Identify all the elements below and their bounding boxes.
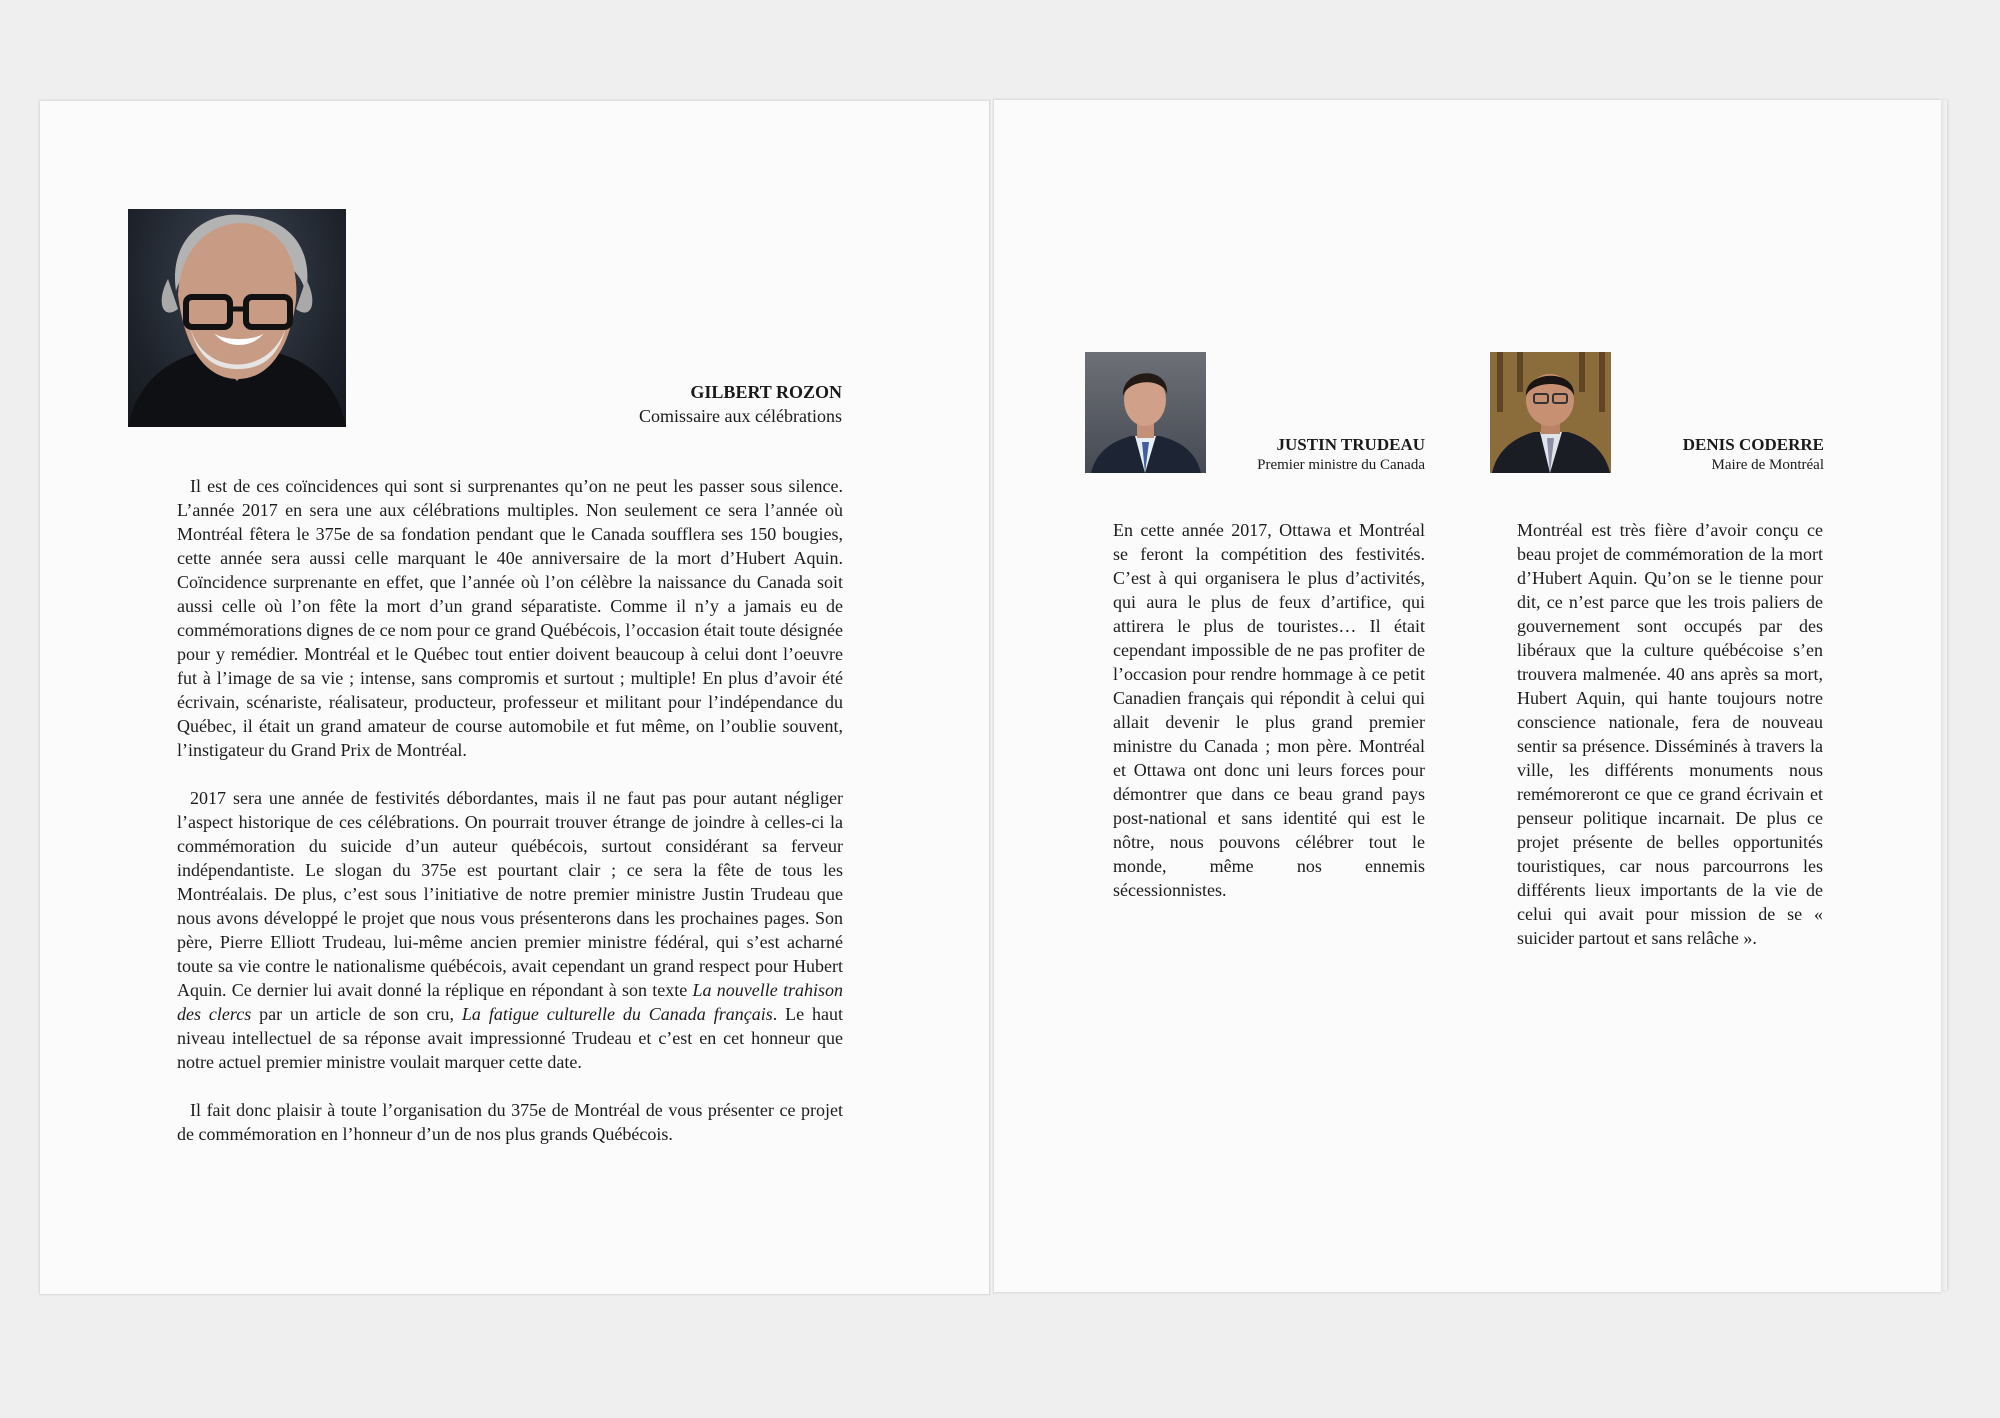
portrait-denis-coderre: [1490, 352, 1611, 473]
name-gilbert-rozon: GILBERT ROZON: [690, 382, 842, 402]
text-run: Il fait donc plaisir à toute l’organisation du 375e de Montréal de vous présenter ce projet de commémoration en l’honneur d’un de nos plus grands Québécois.: [177, 1100, 843, 1144]
name-justin-trudeau: JUSTIN TRUDEAU: [1276, 435, 1425, 454]
portrait-coderre-illustration: [1490, 352, 1611, 473]
signature-block-rozon: [639, 380, 842, 428]
page-edge: [1941, 100, 1947, 1290]
rozon-paragraph: [177, 474, 843, 762]
trudeau-message: [1113, 518, 1425, 902]
portrait-rozon-illustration: [128, 209, 346, 427]
cited-title: La fatigue culturelle du Canada français: [461, 1004, 773, 1024]
role-gilbert-rozon: Comissaire aux célébrations: [639, 406, 842, 426]
role-denis-coderre: Maire de Montréal: [1711, 457, 1824, 473]
role-justin-trudeau: Premier ministre du Canada: [1257, 457, 1425, 473]
rozon-paragraph: [177, 1098, 843, 1146]
trudeau-message-text: En cette année 2017, Ottawa et Montréal se feront la compétition des festivités. C’est à qui organisera le plus d’activités, qui aura le plus de feux d’artifice, qui attirera le plus de touristes… Il était cependant impossible de ne pas profiter de l’occasion pour rendre hommage à ce petit Canadien français qui répondit à celui qui allait devenir le plus grand premier ministre du Canada ; mon père. Montréal et Ottawa ont donc uni leurs forces pour démontrer que dans ce beau grand pays post-national et sans identité qui est le nôtre, nous pouvons célébrer tout le monde, même nos ennemis sécessionnistes.: [1113, 520, 1425, 900]
booklet-spine: [989, 100, 994, 1295]
coderre-message: [1517, 518, 1823, 950]
text-run: Il est de ces coïncidences qui sont si surprenantes qu’on ne peut les passer sous silence. L’année 2017 en sera une aux célébrations multiples. Non seulement ce sera l’année où Montréal fêtera le 375e de sa fondation pendant que le Canada soufflera ses 150 bougies, cette année sera aussi celle marquant le 40e anniversaire de la mort d’Hubert Aquin. Coïncidence surprenante en effet, que l’année où l’on célèbre la naissance du Canada soit aussi celle où l’on fête la mort d’un grand séparatiste. Comme il n’y a jamais eu de commémorations dignes de ce nom pour ce grand Québécois, l’occasion était toute désignée pour y remédier. Montréal et le Québec tout entier doivent beaucoup à celui dont l’oeuvre fut à l’image de sa vie ; intense, sans compromis et surtout ; multiple! En plus d’avoir été écrivain, scénariste, réalisateur, producteur, professeur et militant pour l’indépendance du Québec, il était un grand amateur de course automobile et fut même, on l’oublie souvent, l’instigateur du Grand Prix de Montréal.: [177, 476, 843, 760]
coderre-message-text: Montréal est très fière d’avoir conçu ce beau projet de commémoration de la mort d’Hubert Aquin. Qu’on se le tienne pour dit, ce n’est parce que les trois paliers de gouvernement sont occupés par des libéraux que la culture québécoise s’en trouvera malmenée. 40 ans après sa mort, Hubert Aquin, qui hante toujours notre conscience nationale, fera de nouveau sentir sa présence. Disséminés à travers la ville, les différents monuments nous remémoreront ce que ce grand écrivain et penseur politique incarnait. De plus ce projet présente de belles opportunités touristiques, car nous parcourrons les différents lieux importants de la vie de celui qui avait pour mission de se « suicider partout et sans relâche ».: [1517, 520, 1823, 948]
signature-block-trudeau: [1257, 434, 1425, 475]
text-run: . Le haut niveau intellectuel de sa réponse avait impressionné Trudeau et c’est en cet honneur que notre actuel premier ministre voulait marquer cette date.: [177, 1004, 843, 1072]
cited-title: La nouvelle trahison des clercs: [177, 980, 843, 1024]
rozon-paragraph: [177, 786, 843, 1074]
rozon-message: [177, 474, 843, 1146]
signature-block-coderre: [1683, 434, 1824, 475]
portrait-trudeau-illustration: [1085, 352, 1206, 473]
name-denis-coderre: DENIS CODERRE: [1682, 435, 1824, 454]
portrait-gilbert-rozon: [128, 209, 346, 427]
text-run: par un article de son cru,: [251, 1004, 462, 1024]
text-run: 2017 sera une année de festivités débordantes, mais il ne faut pas pour autant négliger l’aspect historique de ces célébrations. On pourrait trouver étrange de joindre à celles-ci la commémoration du suicide d’un auteur québécois, surtout considérant sa ferveur indépendantiste. Le slogan du 375e est pourtant clair ; ce sera la fête de tous les Montréalais. De plus, c’est sous l’initiative de notre premier ministre Justin Trudeau que nous avons développé le projet que nous vous présenterons dans les prochaines pages. Son père, Pierre Elliott Trudeau, lui-même ancien premier ministre fédéral, qui s’est acharné toute sa vie contre le nationalisme québécois, avait cependant un grand respect pour Hubert Aquin. Ce dernier lui avait donné la réplique en répondant à son texte: [177, 788, 843, 1000]
portrait-justin-trudeau: [1085, 352, 1206, 473]
